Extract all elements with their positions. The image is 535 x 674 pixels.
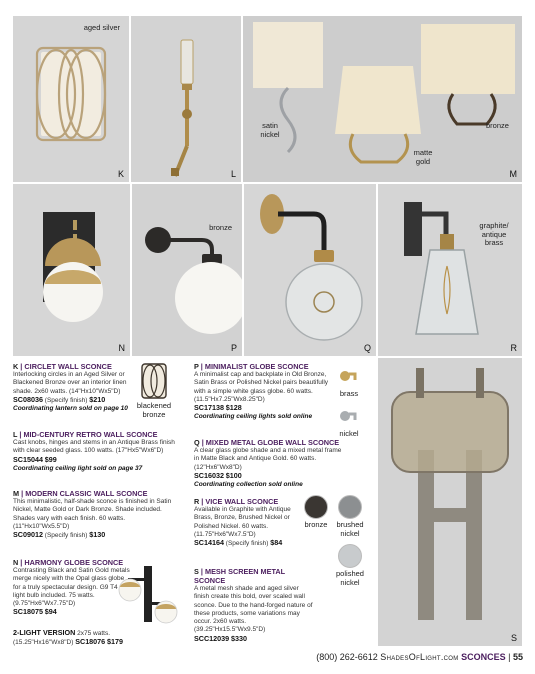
product-p-note: Coordinating ceiling lights sold online: [194, 413, 313, 421]
finish-label-bronze: bronze: [209, 223, 232, 232]
product-s-price: $330: [230, 633, 247, 643]
product-photo-n: [13, 184, 130, 356]
product-p-description: A minimalist cap and backplate in Old Bronze, Satin Brass or Polished Nickel pairs beautifully with a simple white glass globe. 60 watts. (11.5"Hx7.25"Wx8.25"D): [194, 371, 329, 403]
finish-label-aged-silver: aged silver: [83, 23, 120, 32]
product-k: [13, 362, 135, 413]
product-n-2-light: [13, 629, 188, 648]
retro-sconce-image: [131, 16, 241, 182]
product-q-price: $100: [225, 470, 242, 480]
polished-nickel-swatch-circle: [338, 544, 362, 568]
photo-letter-m: M: [509, 169, 517, 179]
footer-section: SCONCES: [461, 652, 506, 662]
product-l: [13, 430, 185, 473]
product-s: [194, 567, 314, 644]
product-k-note: Coordinating lantern sold on page 10: [13, 405, 128, 413]
product-photo-l: [131, 16, 241, 182]
product-n-2-light-sku: SC18076: [75, 637, 106, 647]
swatch-nickel[interactable]: [334, 404, 364, 439]
product-q: [194, 438, 344, 489]
product-photo-p: [132, 184, 242, 356]
product-r-sku: SC14164: [194, 538, 224, 548]
product-q-title: Q | MIXED METAL GLOBE WALL SCONCE: [194, 438, 340, 447]
product-m-description: This minimalistic, half-shade sconce is finished in Satin Nickel, Matte Gold or Dark Bronze. Shade included. Shades vary with each finish. 60 watts. (11"Hx10"Wx5.5"D): [13, 498, 172, 530]
product-p-title: P | MINIMALIST GLOBE SCONCE: [194, 362, 309, 371]
harmony-globe-sconce-image: [13, 184, 130, 356]
product-r-title: R | VICE WALL SCONCE: [194, 497, 279, 506]
product-k-sku-note: (Specify finish): [44, 396, 88, 404]
page-footer: [0, 652, 523, 662]
product-k-description: Interlocking circles in an Aged Silver or Blackened Bronze over an interior linen shade. 2x60 watts. (14"Hx10"Wx5"D): [13, 371, 127, 395]
swatch-blackened-bronze[interactable]: [134, 362, 174, 419]
nickel-swatch-icon: [337, 404, 361, 428]
mixed-metal-globe-sconce-image: [244, 184, 376, 356]
circlet-sconce-thumbnail: [139, 362, 169, 400]
minimalist-globe-sconce-image: [132, 184, 242, 356]
product-photo-r: [378, 184, 522, 356]
page-number: 55: [512, 652, 523, 662]
product-r-price: $84: [270, 538, 283, 548]
product-n-2-light-dims: (15.25"Hx16"Wx8"D): [13, 639, 74, 647]
product-r: [194, 497, 294, 548]
product-m-sku: SC09012: [13, 530, 43, 540]
product-p-price: $128: [225, 403, 242, 413]
photo-letter-p: P: [230, 343, 237, 353]
product-m-sku-note: (Specify finish): [44, 532, 88, 540]
brushed-nickel-swatch-circle: [338, 495, 362, 519]
finish-label-bronze: bronze: [486, 121, 509, 130]
product-n: [13, 558, 131, 618]
product-n-sku: SC18075: [13, 607, 43, 617]
swatch-label-brass: brass: [339, 389, 359, 398]
product-n-price: $94: [44, 607, 57, 617]
product-q-description: A clear glass globe shade and a mixed metal frame in Matte Black and Antique Gold. 60 watts. (12"Hx6"Wx8"D): [194, 447, 342, 471]
product-l-price: $99: [44, 454, 57, 464]
swatch-label-bronze: bronze: [304, 520, 328, 529]
product-n-2-light-text: 2x75 watts.: [77, 630, 111, 637]
product-k-price: $210: [89, 394, 106, 404]
product-photo-m: [243, 16, 522, 182]
product-r-description: Available in Graphite with Antique Brass, Bronze, Brushed Nickel or Polished Nickel. 60 watts. (11.75"Hx6"Wx7.5"D): [194, 506, 291, 538]
swatch-label-brushed-nickel: brushed nickel: [336, 520, 364, 538]
product-s-title: S | MESH SCREEN METAL SCONCE: [194, 567, 285, 585]
product-photo-q: [244, 184, 376, 356]
product-k-sku: SC08036: [13, 394, 43, 404]
swatch-brass[interactable]: [334, 364, 364, 399]
photo-letter-k: K: [117, 169, 124, 179]
photo-letter-s: S: [510, 633, 517, 643]
finish-label-satin-nickel: satin nickel: [260, 121, 280, 139]
footer-phone: (800) 262-6612: [316, 652, 378, 662]
circlet-sconce-image: [13, 16, 129, 182]
mesh-screen-sconce-image: [378, 358, 522, 646]
bronze-swatch-circle: [304, 495, 328, 519]
photo-letter-r: R: [510, 343, 517, 353]
finish-label-matte-gold: matte gold: [413, 148, 433, 166]
swatch-polished-nickel[interactable]: [333, 544, 367, 587]
product-q-note: Coordinating collection sold online: [194, 481, 303, 489]
product-r-sku-note: (Specify finish): [225, 540, 269, 548]
product-n-title: N | HARMONY GLOBE SCONCE: [13, 558, 124, 567]
photo-letter-l: L: [230, 169, 236, 179]
swatch-label-nickel: nickel: [339, 429, 359, 438]
swatch-brushed-nickel[interactable]: [333, 495, 367, 538]
product-photo-s: [378, 358, 522, 646]
footer-website[interactable]: ShadesOfLight.com: [380, 652, 459, 662]
swatch-label-polished-nickel: polished nickel: [336, 569, 364, 587]
swatch-bronze[interactable]: [299, 495, 333, 530]
swatch-label-blackened-bronze: blackened bronze: [136, 401, 172, 419]
product-m-title: M | MODERN CLASSIC WALL SCONCE: [13, 489, 148, 498]
product-l-note: Coordinating ceiling light sold on page 37: [13, 464, 143, 472]
product-l-sku: SC15044: [13, 454, 43, 464]
product-n-description: Contrasting Black and Satin Gold metals merge nicely with the Opal glass globe for a truly spectacular design. G9 T4 light bulb included. 75 watts. (9.75"Hx6"Wx7.75"D): [13, 567, 130, 608]
product-l-title: L | MID-CENTURY RETRO WALL SCONCE: [13, 430, 158, 439]
product-k-title: K | CIRCLET WALL SCONCE: [13, 362, 112, 371]
product-s-sku: SCC12039: [194, 633, 230, 643]
photo-letter-q: Q: [363, 343, 371, 353]
product-p: [194, 362, 332, 422]
photo-letter-n: N: [118, 343, 125, 353]
vice-sconce-image: [378, 184, 522, 356]
product-n-2-light-price: $179: [107, 637, 123, 647]
harmony-sconce-thumbnail: [118, 560, 178, 626]
product-s-description: A metal mesh shade and aged silver finish create this bold, over scaled wall sconce. Due to the hand-forged nature of these products, some variations may occur. 2x60 watts. (39.25"Hx15.5"Wx9.5"D): [194, 585, 313, 634]
product-n-2-light-title: 2-LIGHT VERSION: [13, 628, 76, 637]
product-m-price: $130: [89, 530, 106, 540]
product-photo-k: [13, 16, 129, 182]
product-l-description: Cast knobs, hinges and stems in an Antique Brass finish with clear seeded glass. 100 watts. (17"Hx5"Wx6"D): [13, 439, 175, 455]
product-p-sku: SC17138: [194, 403, 224, 413]
footer-separator: |: [508, 652, 511, 662]
product-q-sku: SC16032: [194, 470, 224, 480]
finish-label-graphite-antique-brass: graphite/ antique brass: [479, 221, 509, 248]
brass-swatch-icon: [337, 364, 361, 388]
product-m: [13, 489, 173, 540]
modern-classic-sconce-image: [243, 16, 522, 182]
